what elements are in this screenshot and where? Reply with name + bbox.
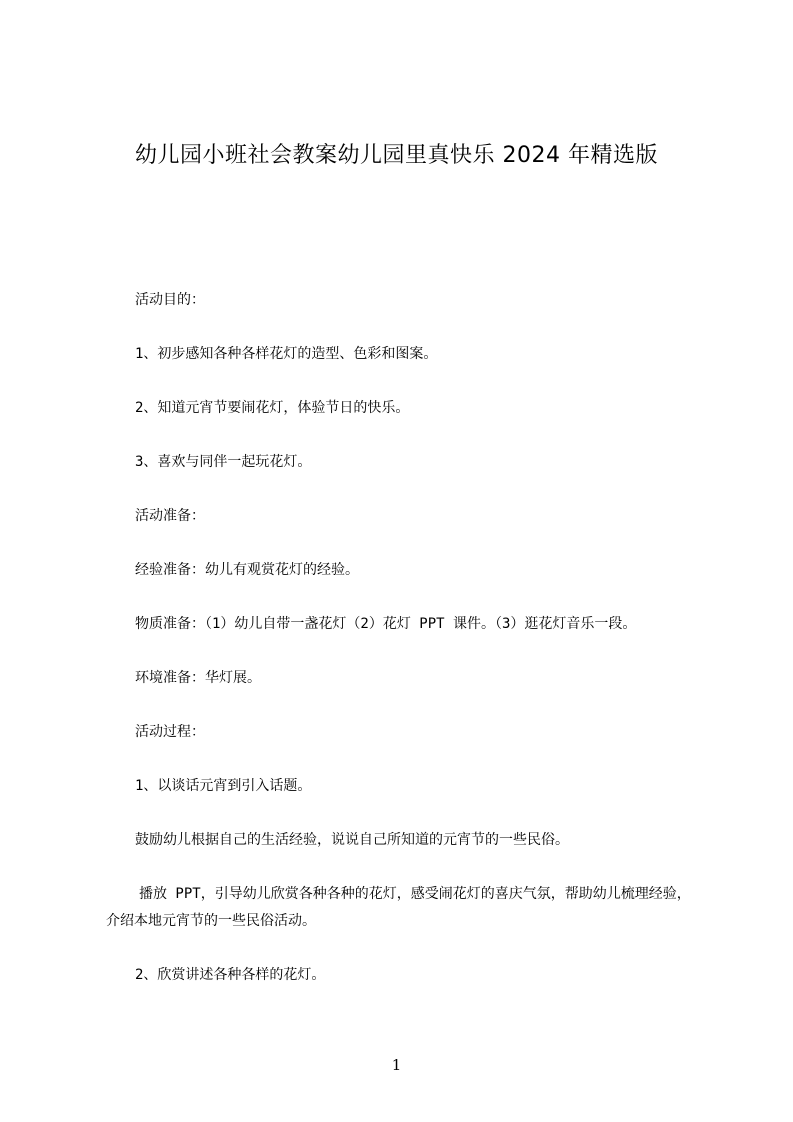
paragraph: 经验准备：幼儿有观赏花灯的经验。 — [135, 562, 359, 578]
paragraph: 鼓励幼儿根据自己的生活经验，说说自己所知道的元宵节的一些民俗。 — [135, 832, 569, 848]
document-title: 幼儿园小班社会教案幼儿园里真快乐 2024 年精选版 — [135, 143, 658, 168]
paragraph: 3、喜欢与同伴一起玩花灯。 — [135, 454, 312, 470]
paragraph: 活动准备： — [135, 508, 205, 524]
paragraph: 物质准备：（1）幼儿自带一盏花灯（2）花灯 PPT 课件。（3）逛花灯音乐一段。 — [135, 616, 637, 632]
paragraph: 2、知道元宵节要闹花灯，体验节日的快乐。 — [135, 400, 410, 416]
paragraph: 1、以谈话元宵到引入话题。 — [135, 778, 312, 794]
paragraph: 活动目的： — [135, 292, 205, 308]
page-number: 1 — [391, 1056, 402, 1074]
paragraph: 播放 PPT，引导幼儿欣赏各种各种的花灯，感受闹花灯的喜庆气氛，帮助幼儿梳理经验，介绍本地元宵节的一些民俗活动。 — [106, 886, 691, 929]
paragraph: 环境准备：华灯展。 — [135, 670, 261, 686]
paragraph: 1、初步感知各种各样花灯的造型、色彩和图案。 — [135, 346, 438, 362]
paragraph: 2、欣赏讲述各种各样的花灯。 — [135, 967, 326, 983]
document-body — [106, 287, 700, 1016]
paragraph: 活动过程： — [135, 724, 205, 740]
